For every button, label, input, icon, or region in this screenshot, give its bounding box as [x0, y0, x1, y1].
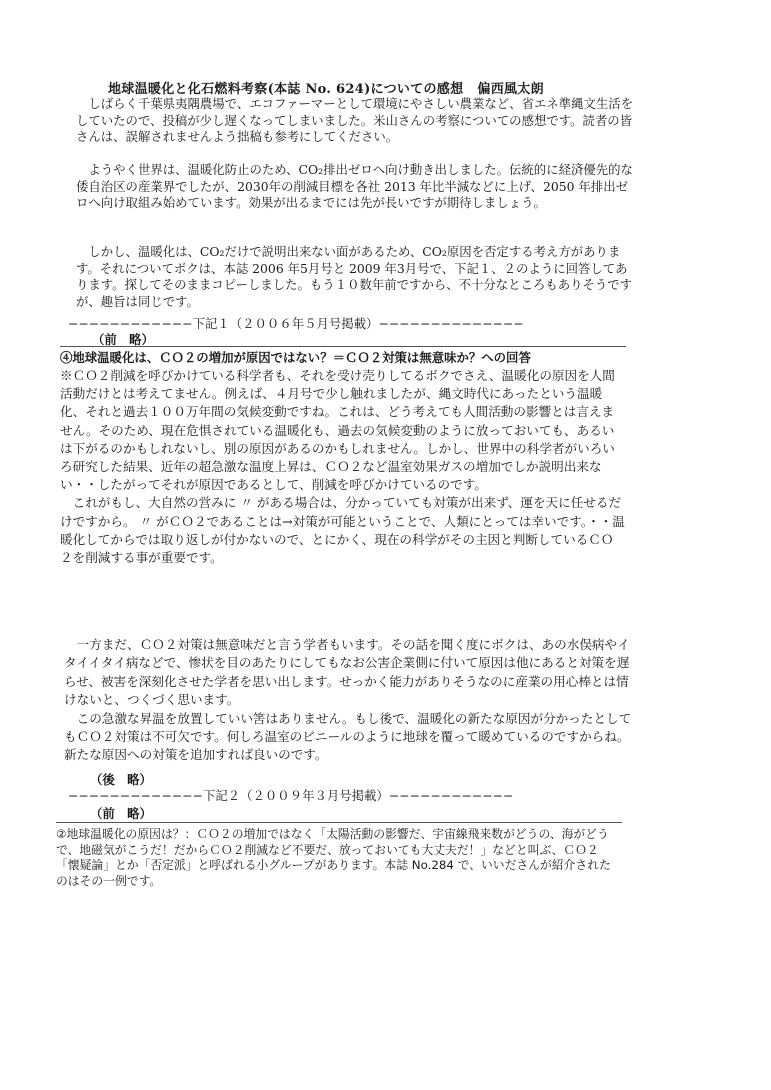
- intro-paragraph-1: しばらく千葉県夷隅農場で、エコファーマーとして環境にやさしい農業など、省エネ準縄文生活をしていたので、投稿が少し遅くなってしまいました。米山さんの考察についての感想です。読者の皆さんは、誤解されませんよう拙稿も参考にしてください。: [76, 96, 634, 144]
- section1b-paragraph-1: 一方まだ、ＣＯ２対策は無意味だと言う学者もいます。その話を聞く度にボクは、あの水俣病やイタイイタイ病などで、惨状を目のあたりにしてもなお公害企業側に付いて原因は他にあると対策を遅らせ、被害を深刻化させた学者を思い出します。せっかく能力がありそうなのに産業の用心棒とは情けないと、つくづく思います。: [64, 637, 630, 708]
- section1b-paragraph-2: この急激な昇温を放置していい筈はありません。もし後で、温暖化の新たな原因が分かったとしてもＣＯ２対策は不可欠です。何しろ温室のビニールのように地球を覆って暖めているのですからね。新たな原因への対策を追加すれば良いのです。: [64, 710, 632, 763]
- title-text: 地球温暖化と化石燃料考察(本誌 No. 624)についての感想: [108, 82, 464, 97]
- document-title: [108, 78, 728, 97]
- section2-box: [56, 822, 622, 889]
- intro-paragraph-3: しかし、温暖化は、CO₂だけで説明出来ない面があるため、CO₂原因を否定する考え方があります。それについてボクは、本誌 2006 年5月号と 2009 年3月号で、下記１、２のように回答してあります。探してそのままコピーしました。もう１０数年前ですから、不十分なところもありそうですが、趣旨は同じです。: [76, 244, 633, 309]
- divider-note-1: −−−−−−−−−−−−下記１（２００６年５月号掲載）−−−−−−−−−−−−−−: [68, 316, 524, 331]
- kouryaku-marker: （後 略）: [90, 772, 152, 787]
- section1-heading: ④地球温暖化は、ＣＯ２の増加が原因ではない？＝ＣＯ２対策は無意味か？への回答: [60, 350, 531, 365]
- section1-box: [60, 346, 626, 567]
- section2-text: ②地球温暖化の原因は？：ＣＯ２の増加ではなく「太陽活動の影響だ、宇宙線飛来数がどうの、海がどうで、地磁気がこうだ！だからＣＯ２削減など不要だ、放っておいても大丈夫だ！」などと叫ぶ、ＣＯ２「懐疑論」とか「否定派」と呼ばれる小グループがあります。本誌 No.284 で、いいださんが紹介されたのはその一例です。: [56, 827, 611, 888]
- section1-body: ※ＣＯ２削減を呼びかけている科学者も、それを受け売りしてるボクでさえ、温暖化の原因を人間活動だけとは考えてません。例えば、４月号で少し触れましたが、縄文時代にあったという温暖化、それと過去１００万年間の気候変動ですね。これは、どう考えても人間活動の影響とは言えません。そのため、現在危惧されている温暖化も、過去の気候変動のように放っておいても、あるいは下がるのかもしれないし、別の原因があるのかもしれません。しかし、世界中の科学者がいろいろ研究した結果、近年の超急激な温度上昇は、ＣＯ２など温室効果ガスの増加でしか説明出来ない・・したがってそれが原因であるとして、削減を呼びかけているのです。: [60, 368, 615, 493]
- intro-paragraph-2: ようやく世界は、温暖化防止のため、CO₂排出ゼロへ向け動き出しました。伝統的に経済優先的な倭自治区の産業界でしたが、2030年の削減目標を各社 2013 年比半減などに上げ、2050 年排出ゼロへ向け取組み始めています。効果が出るまでには先が長いですが期待しましょう。: [76, 162, 633, 210]
- author-name: 偏西風太朗: [477, 82, 544, 97]
- section1-continuation: [64, 636, 634, 765]
- zenryaku-marker-1: （前 略）: [92, 332, 154, 347]
- zenryaku-marker-2: （前 略）: [90, 806, 152, 821]
- section1-body2: これがもし、大自然の営みに 〃 がある場合は、分かっていても対策が出来ず、運を天に任せるだけですから。 〃 がＣＯ２であることは→対策が可能ということで、人類にとっては幸いです。・・温暖化してからでは取り返しが付かないので、とにかく、現在の科学がその主因と判断しているＣＯ２を削減する事が重要です。: [60, 495, 625, 566]
- divider-note-2: −−−−−−−−−−−−−下記２（２００９年３月号掲載）−−−−−−−−−−−−: [68, 788, 514, 803]
